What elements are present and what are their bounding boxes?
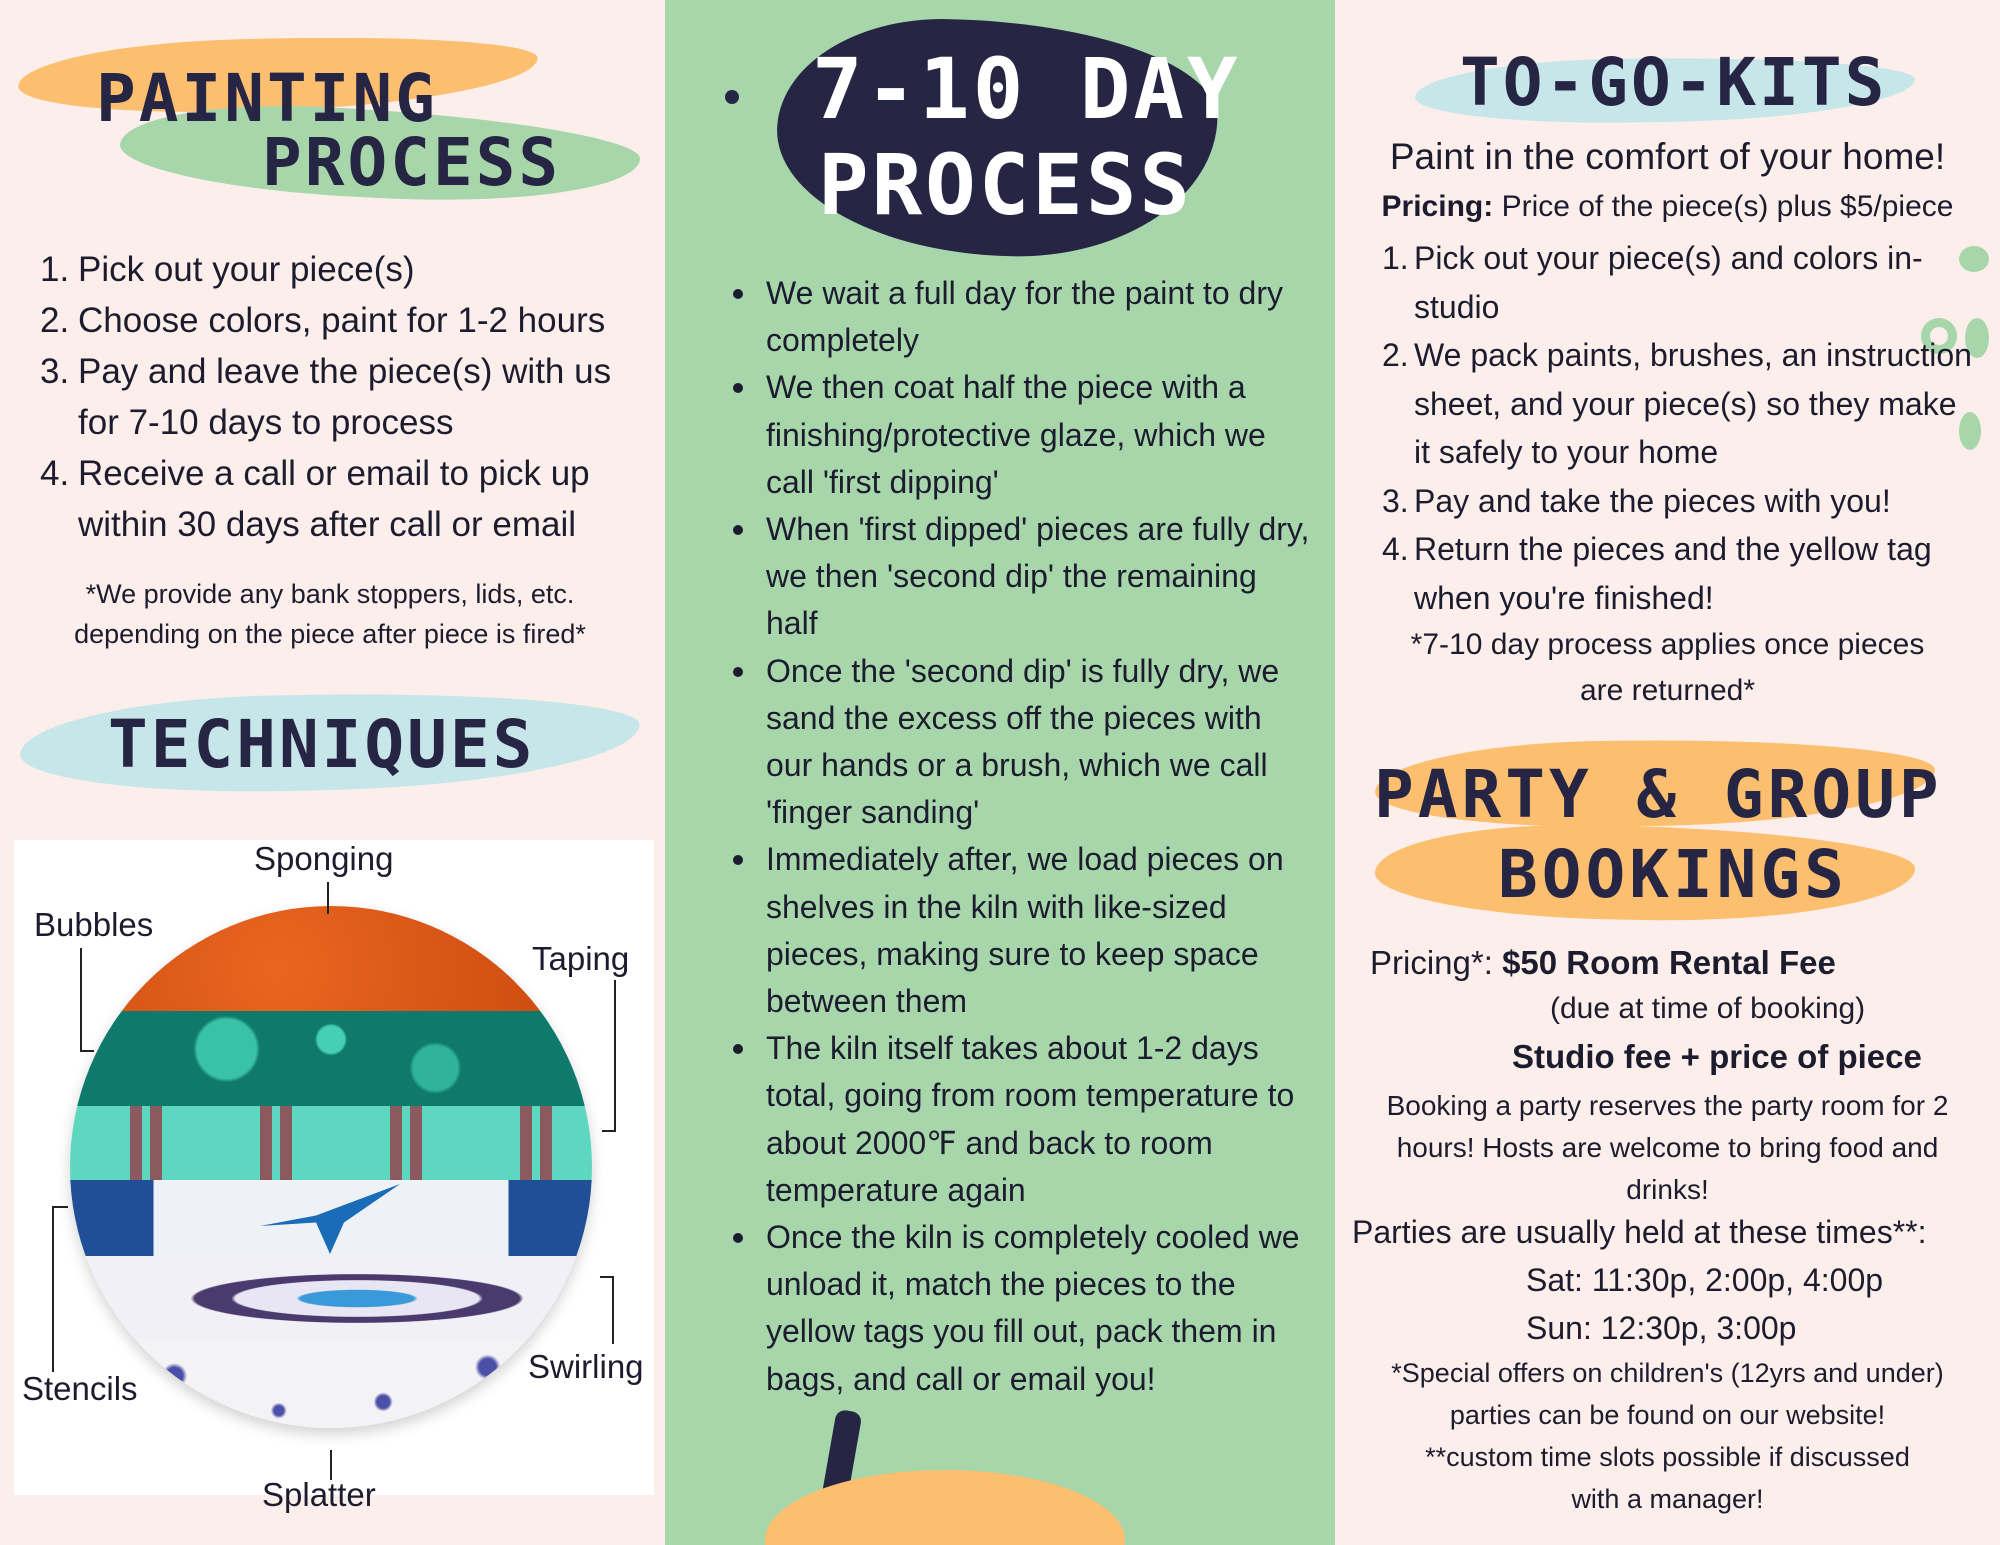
list-item: Immediately after, we load pieces on shelves in the kiln with like-sized pieces, making sure to keep space between them <box>725 836 1315 1025</box>
process-title: PROCESS <box>262 124 562 201</box>
custom-line1: **custom time slots possible if discussed <box>1425 1442 1910 1472</box>
bubbles-band <box>70 1011 592 1106</box>
pricing-text: Price of the piece(s) plus $5/piece <box>1501 190 1954 223</box>
navy-splash <box>725 90 739 104</box>
party-pricing-label: Pricing*: <box>1370 944 1493 981</box>
swirling-band <box>70 1256 592 1341</box>
room-fee: $50 Room Rental Fee <box>1502 944 1836 981</box>
painting-steps-list <box>40 244 640 550</box>
pricing-label: Pricing: <box>1381 190 1494 223</box>
leader-line <box>602 1130 616 1132</box>
times-intro: Parties are usually held at these times**: <box>1352 1214 1927 1250</box>
techniques-plate-image <box>14 840 654 1513</box>
list-item: Once the 'second dip' is fully dry, we sand the excess off the pieces with our hands or a brush, which we call 'finger sanding' <box>725 648 1315 837</box>
leader-line <box>52 1206 54 1372</box>
to-go-note-line1: *7-10 day process applies once pieces <box>1410 628 1925 661</box>
label-swirling: Swirling <box>528 1348 644 1385</box>
offer-line2: parties can be found on our website! <box>1449 1400 1886 1430</box>
custom-line2: with a manager! <box>1571 1484 1764 1514</box>
list-item: We then coat half the piece with a finishing/protective glaze, which we call 'first dipping' <box>725 364 1315 506</box>
list-item: 3. Pay and take the pieces with you! <box>1382 482 1891 519</box>
bookings-title: BOOKINGS <box>1498 836 1848 913</box>
day-process-title: 7-10 DAY <box>812 40 1241 138</box>
offer-line1: *Special offers on children's (12yrs and under) <box>1391 1358 1944 1388</box>
leader-line <box>327 882 329 914</box>
list-item: 1. Pick out your piece(s) and colors in-studio <box>1382 240 1923 325</box>
to-go-kits-title: TO-GO-KITS <box>1460 44 1888 121</box>
list-item: When 'first dipped' pieces are fully dry, we then 'second dip' the remaining half <box>725 506 1315 648</box>
list-item: We wait a full day for the paint to dry completely <box>725 270 1315 364</box>
list-item: 3. Pay and leave the piece(s) with us for 7-10 days to process <box>40 352 612 442</box>
sunday-times: Sun: 12:30p, 3:00p <box>1526 1310 1797 1346</box>
techniques-title: TECHNIQUES <box>108 706 536 783</box>
list-item: Once the kiln is completely cooled we unload it, match the pieces to the yellow tags you fill out, pack them in bags, and call or email you! <box>725 1214 1315 1403</box>
booking-line3: drinks! <box>1626 1174 1709 1205</box>
day-process-bullets <box>725 270 1315 1403</box>
label-bubbles: Bubbles <box>34 906 154 943</box>
to-go-note-line2: are returned* <box>1579 674 1756 707</box>
to-go-pricing <box>1335 190 2000 224</box>
painting-note: *We provide any bank stoppers, lids, etc. depending on the piece after piece is fired* <box>74 579 586 649</box>
studio-fee: Studio fee + price of piece <box>1512 1038 1922 1075</box>
booking-line2: hours! Hosts are welcome to bring food and <box>1396 1132 1939 1163</box>
label-sponging: Sponging <box>254 840 394 877</box>
list-item: 2. We pack paints, brushes, an instruction sheet, and your piece(s) so they make it safely to your home <box>1382 337 1972 470</box>
splatter-band <box>70 1341 592 1428</box>
list-item: 4. Receive a call or email to pick up within 30 days after call or email <box>40 454 590 544</box>
booking-line1: Booking a party reserves the party room for 2 <box>1386 1090 1949 1121</box>
painting-title: PAINTING <box>96 60 438 137</box>
day-process-subtitle: PROCESS <box>818 136 1194 234</box>
due-note: (due at time of booking) <box>1550 992 1866 1025</box>
list-item: 4. Return the pieces and the yellow tag when you're finished! <box>1382 531 1932 616</box>
taping-band <box>70 1106 592 1180</box>
party-title: PARTY & GROUP <box>1374 756 1943 833</box>
leader-line <box>80 948 82 1052</box>
leader-line <box>52 1206 68 1208</box>
saturday-times: Sat: 11:30p, 2:00p, 4:00p <box>1526 1262 1884 1298</box>
label-stencils: Stencils <box>22 1370 138 1407</box>
sample-plate <box>70 906 592 1428</box>
orange-blob <box>765 1470 1125 1545</box>
leader-line <box>612 1276 614 1344</box>
to-go-steps-list <box>1382 234 1972 622</box>
label-splatter: Splatter <box>262 1476 376 1513</box>
label-taping: Taping <box>532 940 630 977</box>
list-item: 2. Choose colors, paint for 1-2 hours <box>40 301 606 340</box>
list-item: 1. Pick out your piece(s) <box>40 250 415 289</box>
leader-line <box>80 1050 94 1052</box>
painting-process-panel <box>0 0 665 1545</box>
party-pricing-line <box>1370 944 1836 982</box>
to-go-tagline: Paint in the comfort of your home! <box>1389 136 1946 177</box>
list-item: The kiln itself takes about 1-2 days total, going from room temperature to about 2000℉ and back to room temperature again <box>725 1025 1315 1214</box>
leader-line <box>614 980 616 1132</box>
